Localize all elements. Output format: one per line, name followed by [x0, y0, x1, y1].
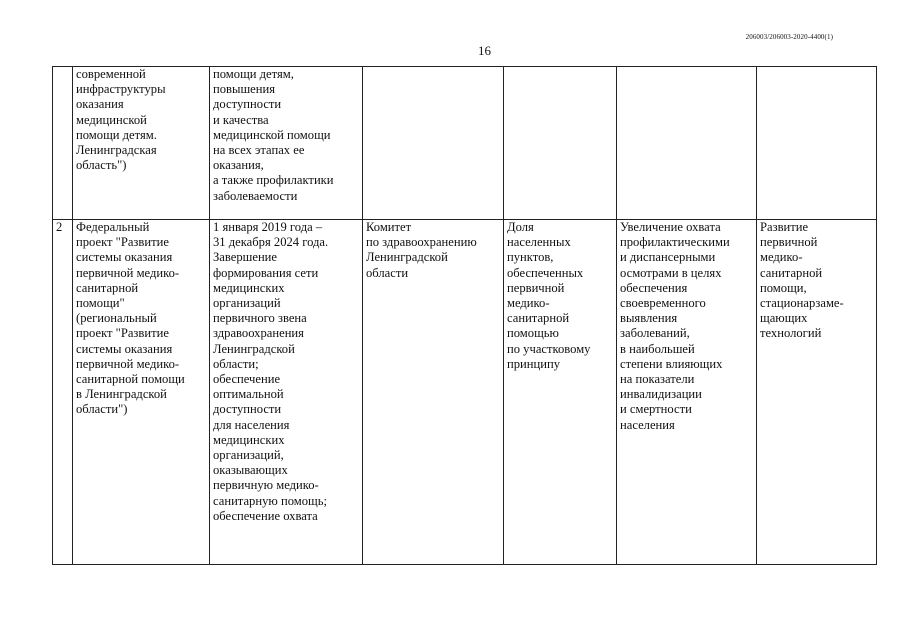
- table-row: [53, 67, 877, 220]
- program-table: [52, 66, 877, 565]
- expected-result-cell: Увеличение охвата профилактическими и диспансерными осмотрами в целях обеспечения своевременного выявления заболеваний, в наибольшей степени влияющих на показатели инвалидизации и смертности населения: [617, 220, 757, 565]
- row-number-cell: 2: [53, 220, 73, 565]
- expected-result-cell: [617, 67, 757, 220]
- indicator-cell: [504, 67, 617, 220]
- project-name-cell: Федеральный проект "Развитие системы оказания первичной медико- санитарной помощи" (региональный проект "Развитие системы оказания первичной медико- санитарной помощи в Ленинградской области"): [73, 220, 210, 565]
- related-direction-cell: Развитие первичной медико- санитарной помощи, стационарзаме- щающих технологий: [757, 220, 877, 565]
- document-id: 206003/206003-2020-4400(1): [745, 33, 833, 41]
- indicator-cell: Доля населенных пунктов, обеспеченных первичной медико- санитарной помощью по участковому принципу: [504, 220, 617, 565]
- term-description-cell: помощи детям, повышения доступности и качества медицинской помощи на всех этапах ее оказания, а также профилактики заболеваемости: [210, 67, 363, 220]
- responsible-executor-cell: [363, 67, 504, 220]
- row-number-cell: [53, 67, 73, 220]
- term-description-cell: 1 января 2019 года – 31 декабря 2024 года. Завершение формирования сети медицинских организаций первичного звена здравоохранения Ленинградской области; обеспечение оптимальной доступности для населения медицинских организаций, оказывающих первичную медико- санитарную помощь; обеспечение охвата: [210, 220, 363, 565]
- project-name-cell: современной инфраструктуры оказания медицинской помощи детям. Ленинградская область"): [73, 67, 210, 220]
- page-number: 16: [478, 43, 491, 58]
- related-direction-cell: [757, 67, 877, 220]
- responsible-executor-cell: Комитет по здравоохранению Ленинградской области: [363, 220, 504, 565]
- table-row: [53, 220, 877, 565]
